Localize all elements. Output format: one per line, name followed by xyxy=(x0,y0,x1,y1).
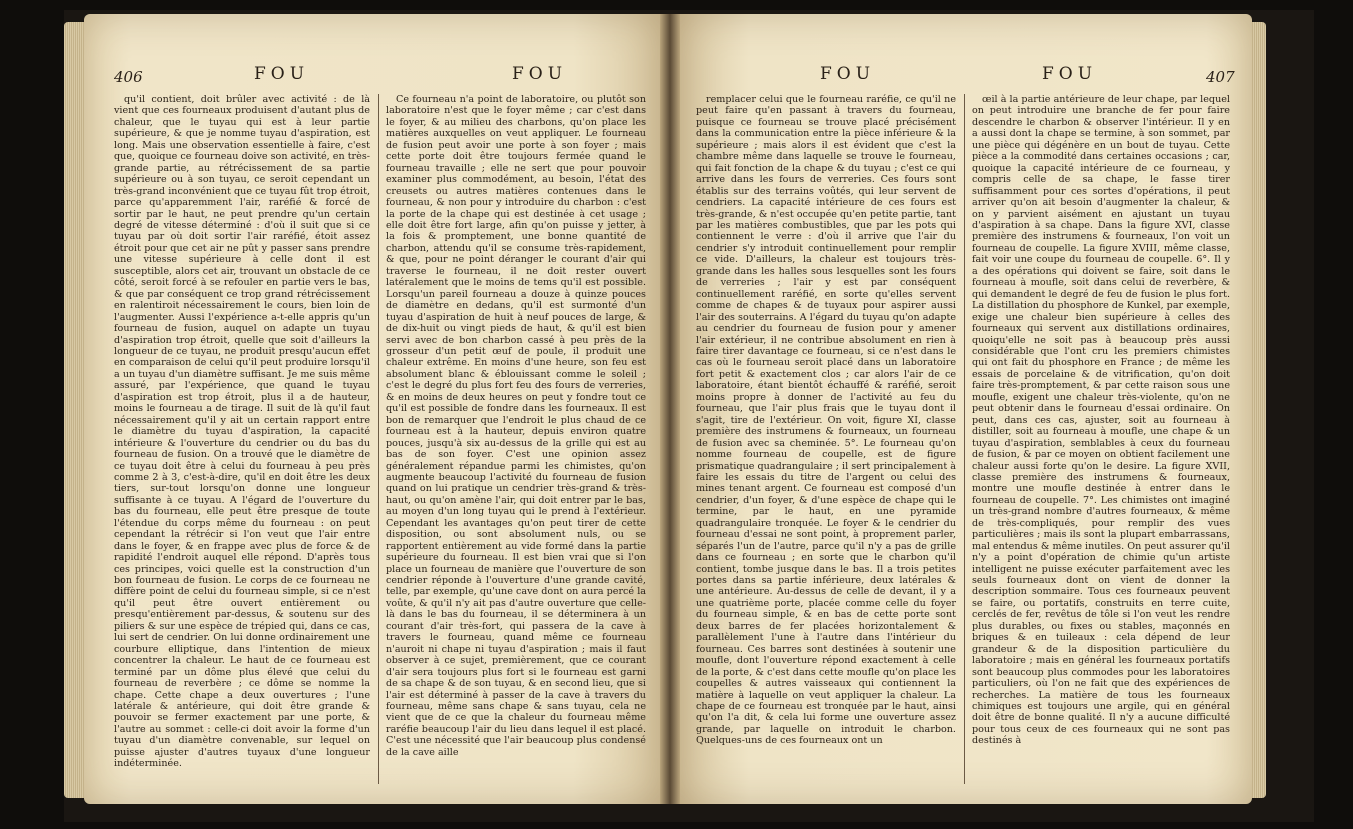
right-page xyxy=(680,14,1252,804)
page-number: 407 xyxy=(1206,68,1235,86)
left-page xyxy=(84,14,660,804)
book-gutter xyxy=(660,14,680,804)
running-head-right: FOU xyxy=(1042,64,1098,84)
column-text: qu'il contient, doit brûler avec activité : de là vient que ces fourneaux produisent d'autant plus de chaleur, que le tuyau qui est à leur partie supérieure, & que je nomme tuyau d'aspiration, est long. Mais une observation essentielle à faire, c'est que, quoique ce fourneau doive son activité, en très-grande partie, au rétrécissement de sa partie supérieure ou à son tuyau, ce seroit cependant un très-grand inconvénient que ce tuyau fût trop étroit, parce qu'apparemment l'air, raréfié & forcé de sortir par le haut, ne peut prendre qu'un certain degré de vitesse déterminé : d'où il suit que si ce tuyau par où doit sortir l'air raréfié, étoit assez étroit pour que cet air ne pût y passer sans prendre une vitesse supérieure à celle dont il est susceptible, alors cet air, trouvant un obstacle de ce côté, seroit forcé à se refouler en partie vers le bas, & que par conséquent ce trop grand rétrécissement en ralentiroit nécessairement le cours, bien loin de l'augmenter. Aussi l'expérience a-t-elle appris qu'un fourneau de fusion, auquel on adapte un tuyau d'aspiration trop étroit, quelle que soit d'ailleurs la longueur de ce tuyau, ne produit presqu'aucun effet en comparaison de celui qu'il peut produire lorsqu'il a un tuyau d'un diamètre suffisant. Je me suis même assuré, par l'expérience, que quand le tuyau d'aspiration est trop étroit, plus il a de hauteur, moins le fourneau a de tirage. Il suit de là qu'il faut nécessairement qu'il y ait un certain rapport entre le diamètre du tuyau d'aspiration, la capacité intérieure & l'ouverture du cendrier ou du bas du fourneau de fusion. On a trouvé que le diamètre de ce tuyau doit être à celui du fourneau à peu près comme 2 à 3, c'est-à-dire, qu'il en doit être les deux tiers, sur-tout lorsqu'on donne une longueur suffisante à ce tuyau. A l'égard de l'ouverture du bas du fourneau, elle peut être presque de toute l'étendue du corps même du fourneau : on peut cependant la rétrécir si l'on veut que l'air entre dans le foyer, & en frappe avec plus de force & de rapidité l'endroit auquel elle répond. D'après tous ces principes, voici quelle est la construction d'un bon fourneau de fusion. Le corps de ce fourneau ne diffère point de celui du fourneau simple, si ce n'est qu'il peut être ouvert entièrement ou presqu'entièrement par-dessus, & soutenu sur des piliers & sur une espèce de trépied qui, dans ce cas, lui sert de cendrier. On lui donne ordinairement une courbure elliptique, dans l'intention de mieux concentrer la chaleur. Le haut de ce fourneau est terminé par un dôme plus élevé que celui du fourneau de reverbère ; ce dôme se nomme la chape. Cette chape a deux ouvertures ; l'une latérale & antérieure, qui doit être grande & pouvoir se fermer exactement par une porte, & l'autre au sommet : celle-ci doit avoir la forme d'un tuyau d'un diamètre convenable, sur lequel on puisse ajuster d'autres tuyaux d'une longueur indéterminée. xyxy=(114,94,370,770)
text-column-1 xyxy=(114,94,370,794)
column-text: Ce fourneau n'a point de laboratoire, ou plutôt son laboratoire n'est que le foyer même ; car c'est dans le foyer, & au milieu des charbons, qu'on place les matières auxquelles on veut appliquer. Le fourneau de fusion peut avoir une porte à son foyer ; mais cette porte doit être toujours fermée quand le fourneau travaille ; elle ne sert que pour pouvoir examiner plus commodément, au besoin, l'état des creusets ou autres matières contenues dans le fourneau, & non pour y introduire du charbon : c'est la porte de la chape qui est destinée à cet usage ; elle doit être fort large, afin qu'on puisse y jetter, à la fois & promptement, une bonne quantité de charbon, attendu qu'il se consume très-rapidement, & que, pour ne point déranger le courant d'air qui traverse le fourneau, il ne doit rester ouvert latéralement que le moins de tems qu'il est possible. Lorsqu'un pareil fourneau a douze à quinze pouces de diamètre en dedans, qu'il est surmonté d'un tuyau d'aspiration de huit à neuf pouces de large, & de dix-huit ou vingt pieds de haut, & qu'il est bien servi avec de bon charbon cassé à peu près de la grosseur d'un petit œuf de poule, il produit une chaleur extrême. En moins d'une heure, son feu est absolument blanc & éblouissant comme le soleil ; c'est le degré du plus fort feu des fours de verreries, & en moins de deux heures on peut y fondre tout ce qu'il est possible de fondre dans les fourneaux. Il est bon de remarquer que l'endroit le plus chaud de ce fourneau est à la hauteur, depuis environ quatre pouces, jusqu'à six au-dessus de la grille qui est au bas de son foyer. C'est une opinion assez généralement répandue parmi les chimistes, qu'on augmente beaucoup l'activité du fourneau de fusion quand on lui pratique un cendrier très-grand & très-haut, ou qu'on amène l'air, qui doit entrer par le bas, au moyen d'un long tuyau qui le prend à l'extérieur. Cependant les avantages qu'on peut tirer de cette disposition, ou sont absolument nuls, ou se rapportent entièrement au vide formé dans la partie supérieure du fourneau. Il est bien vrai que si l'on place un fourneau de manière que l'ouverture de son cendrier réponde à l'ouverture d'une grande cavité, telle, par exemple, qu'une cave dont on aura percé la voûte, & qu'il n'y ait pas d'autre ouverture que celle-là dans le bas du fourneau, il se déterminera à un courant d'air très-fort, qui passera de la cave à travers le fourneau, quand même ce fourneau n'auroit ni chape ni tuyau d'aspiration ; mais il faut observer à ce sujet, premièrement, que ce courant d'air sera toujours plus fort si le fourneau est garni de sa chape & de son tuyau, & en second lieu, que si l'air est déterminé à passer de la cave à travers du fourneau, même sans chape & sans tuyau, cela ne vient que de ce que la chaleur du fourneau même raréfie beaucoup l'air du lieu dans lequel il est placé. C'est une nécessité que l'air beaucoup plus condensé de la cave aille xyxy=(386,94,646,758)
left-fore-edge xyxy=(64,22,86,798)
column-text: remplacer celui que le fourneau raréfie, ce qu'il ne peut faire qu'en passant à travers du fourneau, puisque ce fourneau se trouve placé précisément dans la communication entre la pièce inférieure & la supérieure ; mais alors il est évident que c'est la chambre même dans laquelle se trouve le fourneau, qui fait fonction de la chape & du tuyau ; c'est ce qui arrive dans les fours de verreries. Ces fours sont établis sur des terrains voûtés, qui leur servent de cendriers. La capacité intérieure de ces fours est très-grande, & n'est occupée qu'en petite partie, tant par les matières combustibles, que par les pots qui contiennent le verre : d'où il arrive que l'air du cendrier s'y introduit continuellement pour remplir ce vide. D'ailleurs, la chaleur est toujours très-grande dans les halles sous lesquelles sont les fours de verreries ; l'air y est par conséquent continuellement raréfié, en sorte qu'elles servent comme de chapes & de tuyaux pour aspirer aussi l'air des souterrains. A l'égard du tuyau qu'on adapte au cendrier du fourneau de fusion pour y amener l'air extérieur, il ne contribue absolument en rien à faire tirer davantage ce fourneau, si ce n'est dans le cas où le fourneau seroit placé dans un laboratoire fort petit & exactement clos ; car alors l'air de ce laboratoire, étant bientôt échauffé & raréfié, seroit moins propre à donner de l'activité au feu du fourneau, que l'air plus frais que le tuyau dont il s'agit, tire de l'extérieur. On voit, figure XI, classe première des instrumens & fourneaux, un fourneau de fusion avec sa cheminée. 5°. Le fourneau qu'on nomme fourneau de coupelle, est de figure prismatique quadrangulaire ; il sert principalement à faire les essais du titre de l'argent ou celui des mines tenant argent. Ce fourneau est composé d'un cendrier, d'un foyer, & d'une espèce de chape qui le termine, par le haut, en une pyramide quadrangulaire tronquée. Le foyer & le cendrier du fourneau d'essai ne sont point, à proprement parler, séparés l'un de l'autre, parce qu'il n'y a pas de grille dans ce fourneau ; en sorte que le charbon qu'il contient, tombe jusque dans le bas. Il a trois petites portes dans sa partie inférieure, deux latérales & une antérieure. Au-dessus de celle de devant, il y a une quatrième porte, placée comme celle du foyer du fourneau simple, & en bas de cette porte sont deux barres de fer placées horizontalement & parallèlement l'une à l'autre dans l'intérieur du fourneau. Ces barres sont destinées à soutenir une moufle, dont l'ouverture répond exactement à celle de la porte, & c'est dans cette moufle qu'on place les coupelles & autres vaisseaux qui contiennent la matière à laquelle on veut appliquer la chaleur. La chape de ce fourneau est tronquée par le haut, ainsi qu'on l'a dit, & cela lui forme une ouverture assez grande, par laquelle on introduit le charbon. Quelques-uns de ces fourneaux ont un xyxy=(696,94,956,747)
text-column-1 xyxy=(696,94,956,794)
text-column-2 xyxy=(386,94,646,794)
running-head-right: FOU xyxy=(512,64,568,84)
right-fore-edge xyxy=(1250,22,1266,798)
column-rule xyxy=(378,94,379,784)
text-column-2 xyxy=(972,94,1230,794)
running-head-left: FOU xyxy=(254,64,310,84)
column-rule xyxy=(964,94,965,784)
column-text: œil à la partie antérieure de leur chape, par lequel on peut introduire une branche de fer pour faire descendre le charbon & observer l'intérieur. Il y en a aussi dont la chape se termine, à son sommet, par une pièce qui dégénère en un bout de tuyau. Cette pièce a la commodité dans certaines occasions ; car, quoique la capacité intérieure de ce fourneau, y compris celle de sa chape, le fasse tirer suffisamment pour ces sortes d'opérations, il peut arriver qu'on ait besoin d'augmenter la chaleur, & on y parvient aisément en ajustant un tuyau d'aspiration à sa chape. Dans la figure XVI, classe première des instrumens & fourneaux, l'on voit un fourneau de coupelle. La figure XVIII, même classe, fait voir une coupe du fourneau de coupelle. 6°. Il y a des opérations qui doivent se faire, soit dans le fourneau à moufle, soit dans celui de reverbère, & qui demandent le degré de feu de fusion le plus fort. La distillation du phosphore de Kunkel, par exemple, exige une chaleur bien supérieure à celles des fourneaux qui servent aux distillations ordinaires, quoiqu'elle ne soit pas à beaucoup près aussi considérable que l'ont cru les premiers chimistes qui ont fait du phosphore en France ; de même les essais de porcelaine & de vitrification, qu'on doit faire très-promptement, & par cette raison sous une moufle, exigent une chaleur très-violente, qu'on ne peut obtenir dans le fourneau d'essai ordinaire. On peut, dans ces cas, ajuster, soit au fourneau à distiller, soit au fourneau à moufle, une chape & un tuyau d'aspiration, semblables à ceux du fourneau de fusion, & par ce moyen on obtient facilement une chaleur aussi forte qu'on le desire. La figure XVII, classe première des instrumens & fourneaux, montre une moufle destinée à entrer dans le fourneau de coupelle. 7°. Les chimistes ont imaginé un très-grand nombre d'autres fourneaux, & même de très-compliqués, pour remplir des vues particulières ; mais ils sont la plupart embarrassans, mal entendus & même inutiles. On peut assurer qu'il n'y a point d'opération de chimie qu'un artiste intelligent ne puisse exécuter parfaitement avec les seuls fourneaux dont on vient de donner la description sommaire. Tous ces fourneaux peuvent se faire, ou portatifs, construits en terre cuite, cerclés de fer, revêtus de tôle si l'on veut les rendre plus durables, ou fixes ou stables, maçonnés en briques & en tuileaux : cela dépend de leur grandeur & de la disposition particulière du laboratoire ; mais en général les fourneaux portatifs sont beaucoup plus commodes pour les laboratoires particuliers, où l'on ne fait que des expériences de recherches. La matière de tous les fourneaux chimiques est toujours une argile, qui en général doit être de bonne qualité. Il n'y a aucune difficulté pour tous ceux de ces fourneaux qui ne sont pas destinés à xyxy=(972,94,1230,747)
page-number: 406 xyxy=(114,68,143,86)
running-head-left: FOU xyxy=(820,64,876,84)
